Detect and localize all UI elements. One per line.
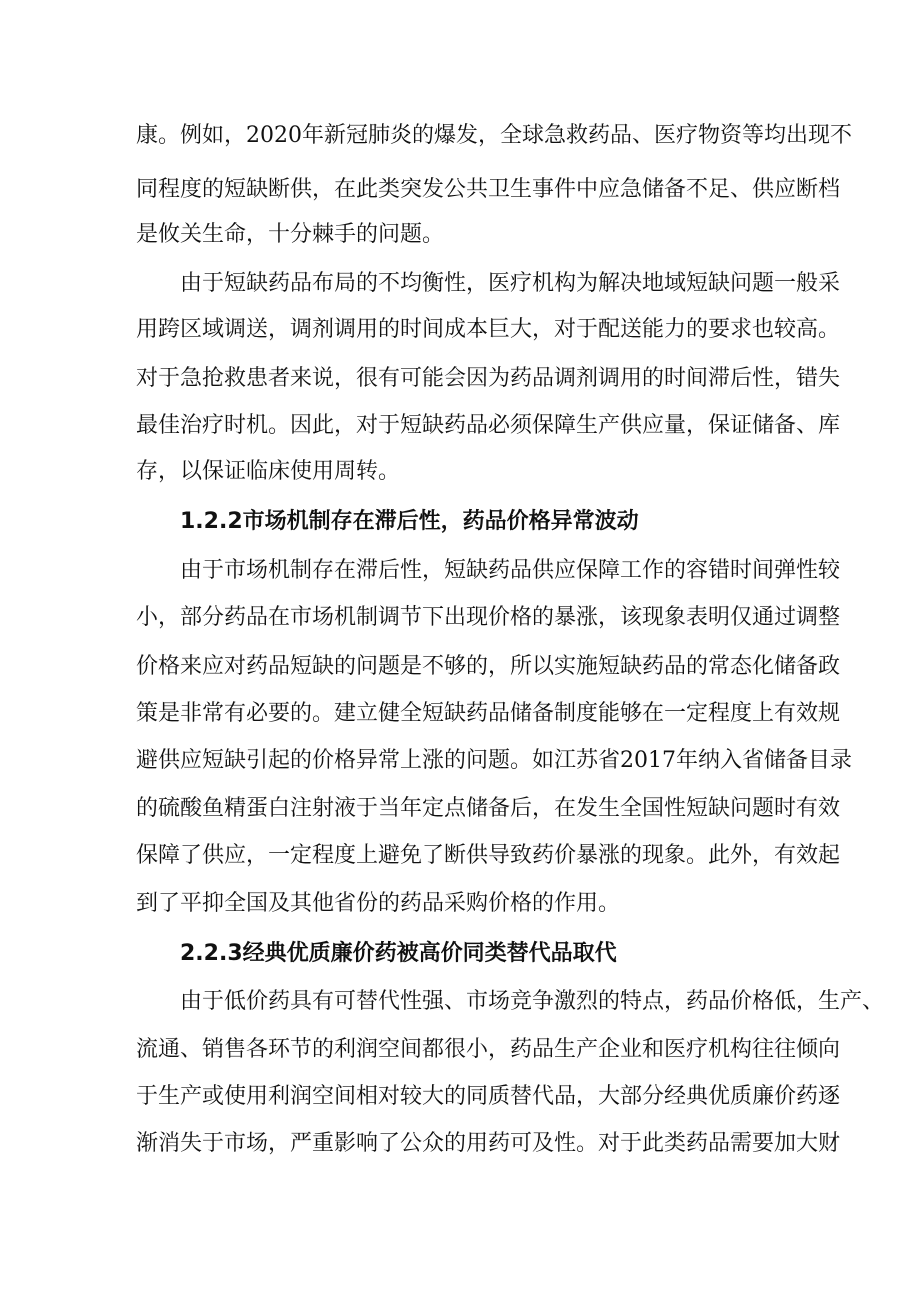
paragraph-line: 是攸关生命，十分棘手的问题。 xyxy=(136,222,445,247)
paragraph-line: 策是非常有必要的。建立健全短缺药品储备制度能够在一定程度上有效规 xyxy=(136,701,841,726)
paragraph-line: 用跨区域调送，调剂调用的时间成本巨大，对于配送能力的要求也较高。 xyxy=(136,317,841,342)
paragraph-line: 同程度的短缺断供，在此类突发公共卫生事件中应急储备不足、供应断档 xyxy=(136,177,841,202)
paragraph-line: 价格来应对药品短缺的问题是不够的，所以实施短缺药品的常态化储备政 xyxy=(136,654,841,679)
paragraph-line: 小，部分药品在市场机制调节下出现价格的暴涨，该现象表明仅通过调整 xyxy=(136,605,841,630)
paragraph-line: 到了平抑全国及其他省份的药品采购价格的作用。 xyxy=(136,891,621,916)
section-heading: 2.2.3经典优质廉价药被高价同类替代品取代 xyxy=(180,941,617,966)
paragraph-line: 最佳治疗时机。因此，对于短缺药品必须保障生产供应量，保证储备、库 xyxy=(136,413,841,438)
paragraph-line: 由于市场机制存在滞后性，短缺药品供应保障工作的容错时间弹性较 xyxy=(180,558,841,583)
section-heading: 1.2.2市场机制存在滞后性，药品价格异常波动 xyxy=(180,509,639,534)
paragraph-line: 康。例如，2020年新冠肺炎的爆发，全球急救药品、医疗物资等均出现不 xyxy=(136,123,852,148)
paragraph-line: 由于短缺药品布局的不均衡性，医疗机构为解决地域短缺问题一般采 xyxy=(180,271,841,296)
paragraph-line: 避供应短缺引起的价格异常上涨的问题。如江苏省2017年纳入省储备目录 xyxy=(136,748,852,773)
paragraph-line: 流通、销售各环节的利润空间都很小，药品生产企业和医疗机构往往倾向 xyxy=(136,1037,841,1062)
paragraph-line: 的硫酸鱼精蛋白注射液于当年定点储备后，在发生全国性短缺问题时有效 xyxy=(136,796,841,821)
paragraph-line: 渐消失于市场，严重影响了公众的用药可及性。对于此类药品需要加大财 xyxy=(136,1131,841,1156)
paragraph-line: 保障了供应，一定程度上避免了断供导致药价暴涨的现象。此外，有效起 xyxy=(136,843,841,868)
paragraph-line: 对于急抢救患者来说，很有可能会因为药品调剂调用的时间滞后性，错失 xyxy=(136,366,841,391)
paragraph-line: 存，以保证临床使用周转。 xyxy=(136,459,401,484)
paragraph-line: 于生产或使用利润空间相对较大的同质替代品，大部分经典优质廉价药逐 xyxy=(136,1084,841,1109)
paragraph-line: 由于低价药具有可替代性强、市场竞争激烈的特点，药品价格低，生产、 xyxy=(180,989,885,1014)
